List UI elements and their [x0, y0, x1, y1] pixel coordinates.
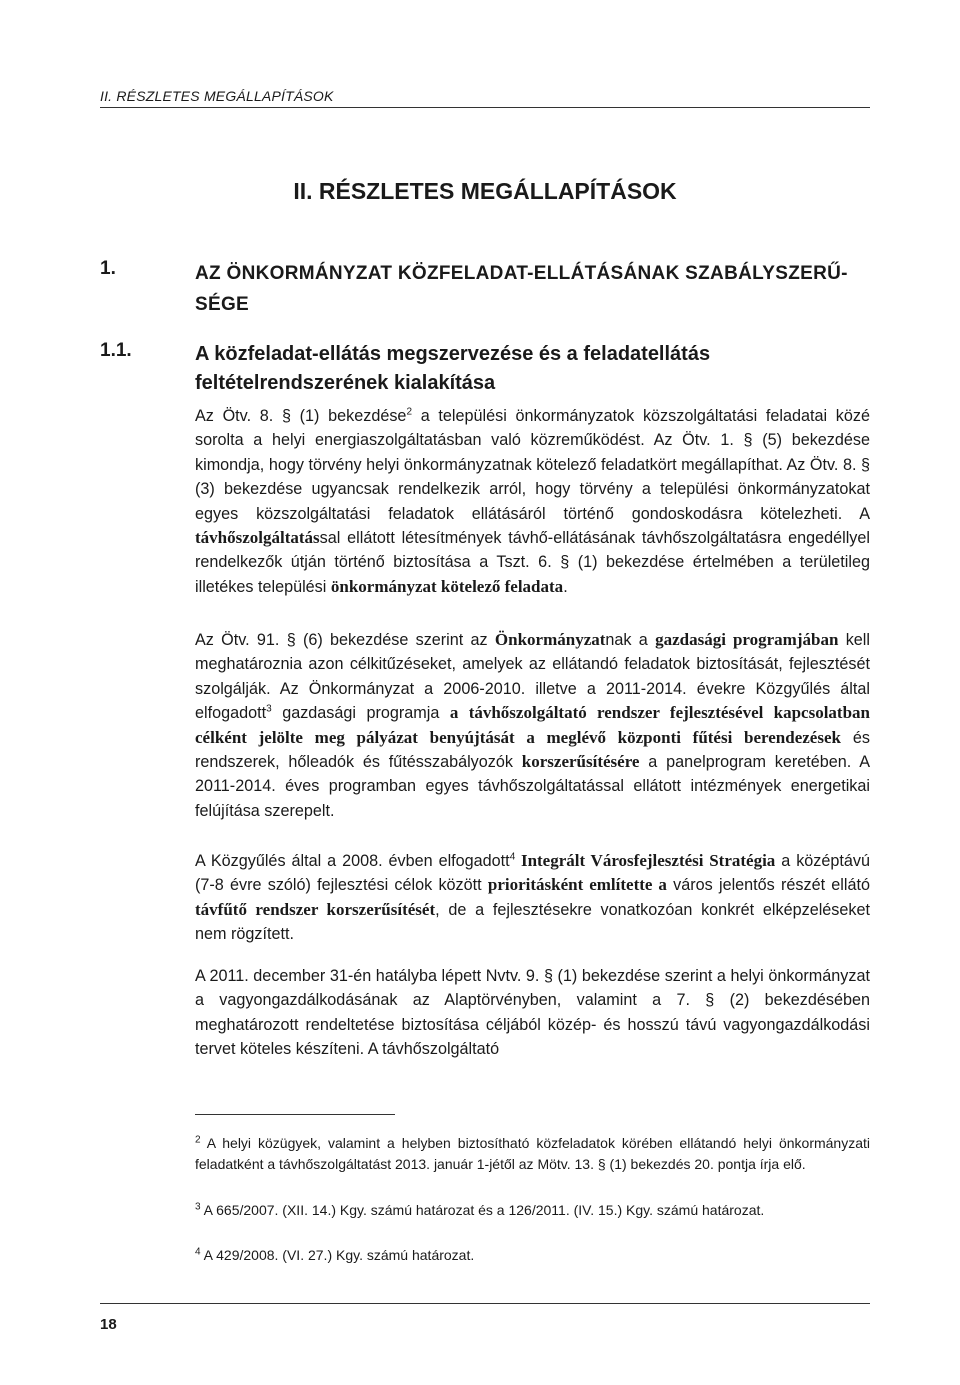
subsection-title: A közfeladat-ellátás megszervezése és a feladatellátás feltételrendszerének kialakítása	[195, 343, 711, 394]
bold-phrase: Önkormányzat	[494, 630, 606, 649]
bold-phrase: távhőszolgáltatás	[195, 528, 320, 548]
bold-phrase: Integrált Városfejlesztési Stratégia	[515, 851, 776, 870]
footnote-rule	[195, 1114, 395, 1115]
section-title: AZ ÖNKORMÁNYZAT KÖZFELADAT-ELLÁTÁSÁNAK SZABÁLYSZERŰ-SÉGE	[195, 263, 848, 315]
bold-phrase: a távhőszolgáltató rendszer fejlesztésével kapcsolatban célként jelölte meg pályázat benyújtását a meglévő központi fűtési berendezések	[195, 703, 871, 747]
footnote-ref-3: 3	[266, 703, 272, 715]
bold-phrase: távfűtő rendszer korszerűsítését	[195, 899, 436, 919]
bold-phrase: korszerűsítésére	[521, 752, 640, 772]
page-number: 18	[100, 1316, 117, 1333]
paragraph-2: Az Ötv. 91. § (6) bekezdése szerint az Önkormányzatnak a gazdasági programjában kell meghatároznia azon célkitűzéseket, amelyek az ellátandó feladatok biztosítását, fejlesztését szolgálják. Az Önkormányzat a 2006-2010. illetve a 2011-2014. évekre Közgyűlés által elfogadott$^3$ gazdasági programja a távhőszolgáltató rendszer fejlesztésével kapcsolatban célként jelölte meg pályázat benyújtását a meglévő központi fűtési berendezések és rendszerek, hőleadók és fűtésszabályozók korszerűsítésére a panelprogram keretében. A 2011-2014. éves programban egyes távhőszolgáltatással ellátott intézmények energetikai felújítása szerepelt.	[195, 630, 871, 820]
footnote-3: $^3$ A 665/2007. (XII. 14.) Kgy. számú határozat és a 126/2011. (IV. 15.) Kgy. számú határozat.	[195, 1201, 765, 1218]
footnote-4: $^4$ A 429/2008. (VI. 27.) Kgy. számú határozat.	[195, 1246, 475, 1263]
footnote-2: $^2$ A helyi közügyek, valamint a helyben biztosítható közfeladatok körében ellátandó helyi önkormányzati feladatként a távhőszolgáltatást 2013. január 1-jétől az Mötv. 13. § (1) bekezdés 20. pontja írja elő.	[195, 1134, 870, 1172]
header-rule	[100, 107, 870, 108]
paragraph-4: A 2011. december 31-én hatályba lépett Nvtv. 9. § (1) bekezdése szerint a helyi önkormányzat a vagyongazdálkodásának az Alaptörvényben, valamint a 7. § (2) bekezdésében meghatározott rendeltetése biztosítása céljából közép- és hosszú távú vagyongazdálkodási tervet köteles készíteni. A távhőszolgáltató	[195, 967, 870, 1059]
bold-phrase: gazdasági programjában	[655, 630, 839, 649]
paragraph-3: A Közgyűlés által a 2008. évben elfogadott$^4$ Integrált Városfejlesztési Stratégia a középtávú (7-8 évre szóló) fejlesztési célok között prioritásként említette a város jelentős részét ellátó távfűtő rendszer korszerűsítését, de a fejlesztésekre vonatkozóan konkrét elképzeléseket nem rögzített.	[195, 851, 870, 944]
footnote-ref-2: 2	[406, 406, 412, 418]
chapter-title: II. RÉSZLETES MEGÁLLAPÍTÁSOK	[293, 178, 677, 204]
bold-phrase: önkormányzat kötelező feladata	[330, 576, 564, 596]
section-number: 1.	[100, 258, 116, 279]
footer-rule	[100, 1303, 870, 1304]
bold-phrase: prioritásként említette a	[487, 875, 667, 895]
subsection-number: 1.1.	[100, 340, 132, 361]
footnote-ref-4: 4	[509, 851, 516, 863]
running-header: II. RÉSZLETES MEGÁLLAPÍTÁSOK	[100, 88, 334, 104]
paragraph-1: Az Ötv. 8. § (1) bekezdése$^2$ a települési önkormányzatok közszolgáltatási feladatai közé sorolta a helyi energiaszolgáltatásban való közreműködést. Az Ötv. 1. § (5) bekezdése kimondja, hogy törvény helyi önkormányzatnak kötelező feladatkört megállapíthat. Az Ötv. 8. § (3) bekezdése ugyancsak rendelkezik arról, hogy törvény a települési önkormányzatokat egyes közszolgáltatási feladatok ellátásáról történő gondoskodásra kötelezheti. A távhőszolgáltatással ellátott létesítmények távhő-ellátásának távhőszolgáltatásra engedéllyel rendelkezők útján történő biztosítása a Tszt. 6. § (1) bekezdése értelmében a területileg illetékes települési önkormányzat kötelező feladata.	[195, 406, 870, 596]
